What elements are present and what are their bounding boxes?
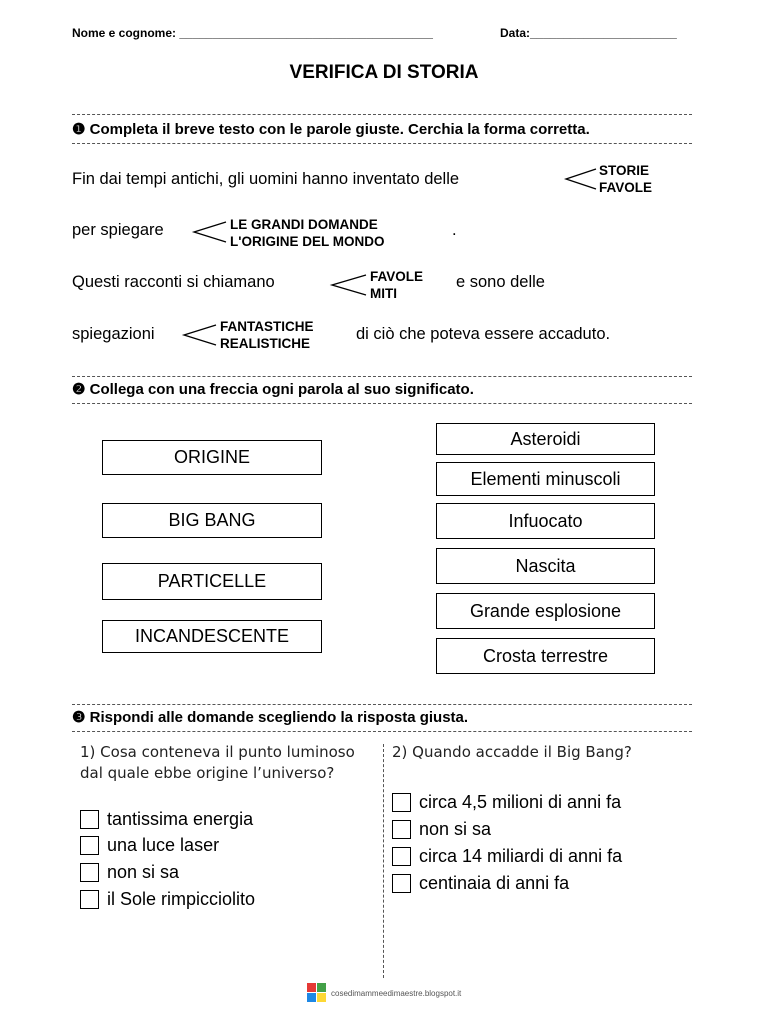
line4-options: [220, 318, 314, 352]
line1-text: Fin dai tempi antichi, gli uomini hanno inventato delle: [72, 170, 460, 188]
question-1: 1) Cosa conteneva il punto luminoso dal quale ebbe origine l’universo?: [80, 743, 355, 782]
meaning-box[interactable]: Asteroidi: [436, 423, 655, 455]
answer-label: non si sa: [107, 861, 180, 882]
line2-end: .: [452, 221, 457, 239]
number-one-icon: ❶: [72, 121, 86, 138]
option-grandi-domande[interactable]: LE GRANDI DOMANDE: [230, 217, 378, 232]
line3-end: e sono delle: [456, 273, 545, 291]
bracket-icon: [330, 272, 368, 298]
line4-text: spiegazioni: [72, 325, 155, 343]
checkbox[interactable]: [80, 890, 99, 909]
number-three-icon: ❸: [72, 709, 86, 726]
line2-text: per spiegare: [72, 221, 164, 239]
section2-instruction: Collega con una freccia ogni parola al suo significato.: [89, 381, 474, 398]
option-storie[interactable]: STORIE: [599, 163, 650, 178]
checkbox[interactable]: [392, 793, 411, 812]
section2-top-divider: [72, 376, 692, 377]
q2-answer[interactable]: [392, 816, 491, 842]
section3-heading: [72, 708, 468, 726]
word-box[interactable]: BIG BANG: [102, 503, 322, 538]
word-box[interactable]: INCANDESCENTE: [102, 620, 322, 653]
checkbox[interactable]: [392, 820, 411, 839]
checkbox[interactable]: [80, 810, 99, 829]
bracket-icon: [192, 219, 228, 245]
q1-answer[interactable]: [80, 886, 255, 912]
q2-answer[interactable]: [392, 843, 622, 869]
section3-instruction: Rispondi alle domande scegliendo la risposta giusta.: [89, 709, 469, 726]
option-origine-mondo[interactable]: L'ORIGINE DEL MONDO: [230, 234, 385, 249]
line3-text: Questi racconti si chiamano: [72, 273, 275, 291]
answer-label: circa 14 miliardi di anni fa: [419, 845, 623, 866]
q2-answer[interactable]: [392, 789, 621, 815]
bracket-icon: [182, 322, 218, 348]
checkbox[interactable]: [392, 847, 411, 866]
name-field-label: Nome e cognome: ______________________________________: [72, 26, 433, 40]
option-favole-2[interactable]: FAVOLE: [370, 269, 424, 284]
checkbox[interactable]: [392, 874, 411, 893]
option-miti[interactable]: MITI: [370, 286, 397, 301]
q2-answer[interactable]: [392, 870, 569, 896]
question-2: 2) Quando accadde il Big Bang?: [392, 743, 632, 761]
bracket-icon: [564, 166, 598, 192]
section3-bottom-divider: [72, 731, 692, 732]
answer-label: tantissima energia: [107, 808, 254, 829]
checkbox[interactable]: [80, 836, 99, 855]
option-realistiche[interactable]: REALISTICHE: [220, 336, 311, 351]
section2-heading: [72, 380, 474, 398]
page-title: VERIFICA DI STORIA: [289, 62, 479, 83]
meaning-box[interactable]: Infuocato: [436, 503, 655, 539]
meaning-box[interactable]: Grande esplosione: [436, 593, 655, 629]
q1-answer[interactable]: [80, 832, 219, 858]
footer-site: cosedimammeedimaestre.blogspot.it: [331, 988, 462, 998]
section2-bottom-divider: [72, 403, 692, 404]
column-divider: [383, 744, 384, 978]
line3-options: [370, 268, 423, 302]
puzzle-icon: [306, 982, 328, 1004]
checkbox[interactable]: [80, 863, 99, 882]
section1-instruction: Completa il breve testo con le parole giuste. Cerchia la forma corretta.: [89, 121, 590, 138]
section1-top-divider: [72, 114, 692, 115]
meaning-box[interactable]: Nascita: [436, 548, 655, 584]
answer-label: una luce laser: [107, 834, 220, 855]
answer-label: circa 4,5 milioni di anni fa: [419, 791, 622, 812]
answer-label: centinaia di anni fa: [419, 872, 570, 893]
footer-logo[interactable]: [306, 982, 461, 1004]
line4-end: di ciò che poteva essere accaduto.: [356, 325, 611, 343]
line1-options: [599, 162, 652, 196]
section1-bottom-divider: [72, 143, 692, 144]
option-fantastiche[interactable]: FANTASTICHE: [220, 319, 314, 334]
word-box[interactable]: PARTICELLE: [102, 563, 322, 600]
section1-heading: [72, 120, 590, 138]
date-field-label: Data:______________________: [500, 26, 677, 40]
q1-answer[interactable]: [80, 806, 253, 832]
meaning-box[interactable]: Elementi minuscoli: [436, 462, 655, 496]
q1-answer[interactable]: [80, 859, 179, 885]
line2-options: [230, 216, 384, 250]
meaning-box[interactable]: Crosta terrestre: [436, 638, 655, 674]
section3-top-divider: [72, 704, 692, 705]
answer-label: non si sa: [419, 818, 492, 839]
word-box[interactable]: ORIGINE: [102, 440, 322, 475]
number-two-icon: ❷: [72, 381, 86, 398]
answer-label: il Sole rimpicciolito: [107, 888, 256, 909]
option-favole[interactable]: FAVOLE: [599, 180, 653, 195]
